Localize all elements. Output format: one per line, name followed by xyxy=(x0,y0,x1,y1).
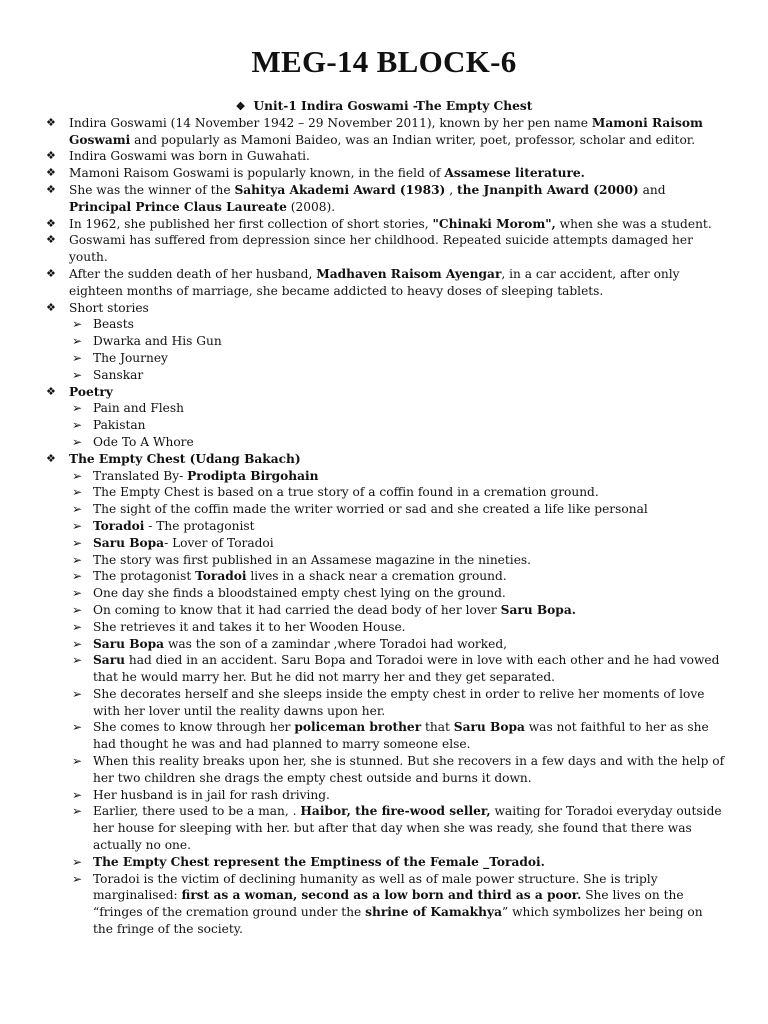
text-line xyxy=(0,216,768,233)
line-text xyxy=(69,283,603,300)
text-line xyxy=(0,669,768,686)
text-run: ” which symbolizes her being on xyxy=(501,905,703,920)
text-run: “fringes of the cremation ground under the xyxy=(93,905,366,920)
bold-text: Poetry xyxy=(69,384,113,399)
arrow-bullet-icon: ➢ xyxy=(72,334,83,349)
text-line xyxy=(0,568,768,585)
bold-text: Assamese literature. xyxy=(444,166,585,181)
text-run: On coming to know that it had carried the dead body of her lover xyxy=(93,602,501,617)
line-text xyxy=(93,770,532,787)
text-run: She was the winner of the xyxy=(69,182,235,197)
text-line xyxy=(0,652,768,669)
text-run: Indira Goswami (14 November 1942 – 29 November 2011), known by her pen name xyxy=(69,115,592,130)
text-run: Her husband is in jail for rash driving. xyxy=(93,787,330,802)
diamond-bullet-icon: ❖ xyxy=(46,451,56,465)
line-text xyxy=(69,451,301,468)
text-run: was not faithful to her as she xyxy=(524,720,709,735)
arrow-bullet-icon: ➢ xyxy=(72,552,83,567)
line-text xyxy=(93,871,658,888)
line-text xyxy=(93,803,722,820)
text-line xyxy=(0,854,768,871)
bold-text: first as a woman, second as a low born and third as a poor. xyxy=(181,888,582,903)
text-run: - Lover of Toradoi xyxy=(164,535,274,550)
text-line xyxy=(0,820,768,837)
arrow-bullet-icon: ➢ xyxy=(72,602,83,617)
text-line xyxy=(0,837,768,854)
text-run: the fringe of the society. xyxy=(93,922,243,937)
text-line xyxy=(0,887,768,904)
arrow-bullet-icon: ➢ xyxy=(72,720,83,735)
text-line xyxy=(0,417,768,434)
arrow-bullet-icon: ➢ xyxy=(72,686,83,701)
arrow-bullet-icon: ➢ xyxy=(72,871,83,886)
line-text xyxy=(93,686,704,703)
text-run: The Empty Chest is based on a true story of a coffin found in a cremation ground. xyxy=(93,485,599,500)
arrow-bullet-icon: ➢ xyxy=(72,535,83,550)
text-run: her house for sleeping with her. but after that day when she was ready, she found that there was xyxy=(93,821,692,836)
text-line xyxy=(0,148,768,165)
text-run: was the son of a zamindar ,where Toradoi had worked, xyxy=(164,636,508,651)
text-line xyxy=(0,316,768,333)
line-text xyxy=(69,384,113,401)
text-line xyxy=(0,753,768,770)
line-text xyxy=(69,266,680,283)
text-line xyxy=(0,400,768,417)
bold-text: Saru xyxy=(93,653,125,668)
text-line xyxy=(0,636,768,653)
bold-text: Haibor, the fire-wood seller, xyxy=(300,804,491,819)
arrow-bullet-icon: ➢ xyxy=(72,854,83,869)
diamond-bullet-icon: ❖ xyxy=(46,166,56,180)
arrow-bullet-icon: ➢ xyxy=(72,485,83,500)
text-line xyxy=(0,350,768,367)
line-text xyxy=(93,501,648,518)
text-run: Toradoi is the victim of declining humanity as well as of male power structure. She is triply xyxy=(93,871,658,886)
line-text xyxy=(93,417,145,434)
line-text xyxy=(69,300,149,317)
arrow-bullet-icon: ➢ xyxy=(72,569,83,584)
line-text xyxy=(69,148,310,165)
arrow-bullet-icon: ➢ xyxy=(72,518,83,533)
line-text xyxy=(69,249,108,266)
line-text xyxy=(93,350,168,367)
text-line xyxy=(0,115,768,132)
text-run: In 1962, she published her first collection of short stories, xyxy=(69,216,433,231)
text-run: her two children she drags the empty chest outside and burns it down. xyxy=(93,770,532,785)
text-line xyxy=(0,518,768,535)
diamond-bullet-icon: ❖ xyxy=(46,384,56,398)
text-line xyxy=(0,719,768,736)
arrow-bullet-icon: ➢ xyxy=(72,468,83,483)
arrow-bullet-icon: ➢ xyxy=(72,502,83,517)
text-line xyxy=(0,367,768,384)
line-text xyxy=(0,98,768,116)
text-run: youth. xyxy=(69,250,108,265)
bold-text: Prodipta Birgohain xyxy=(187,468,319,483)
text-line xyxy=(0,552,768,569)
text-line xyxy=(0,871,768,888)
line-text xyxy=(93,434,194,451)
text-line xyxy=(0,468,768,485)
text-run: The sight of the coffin made the writer worried or sad and she created a life like personal xyxy=(93,502,648,517)
text-line xyxy=(0,384,768,401)
text-run: She lives on the xyxy=(581,888,684,903)
line-text xyxy=(93,736,470,753)
text-line xyxy=(0,770,768,787)
diamond-bullet-icon: ❖ xyxy=(46,149,56,163)
diamond-bullet-icon: ❖ xyxy=(46,182,56,196)
diamond-bullet-icon: ❖ xyxy=(235,100,246,113)
diamond-bullet-icon: ❖ xyxy=(46,300,56,314)
line-text xyxy=(93,518,255,535)
line-text xyxy=(69,165,585,182)
text-run: Pain and Flesh xyxy=(93,401,185,416)
text-line xyxy=(0,451,768,468)
line-text xyxy=(93,333,222,350)
bold-text: Saru Bopa xyxy=(93,636,165,651)
line-text xyxy=(93,484,599,501)
bold-text: Sahitya Akademi Award (1983) xyxy=(234,182,446,197)
text-run: that xyxy=(421,720,454,735)
text-line xyxy=(0,182,768,199)
text-line xyxy=(0,434,768,451)
bold-text: Saru Bopa xyxy=(453,720,525,735)
text-run: The story was first published in an Assamese magazine in the nineties. xyxy=(93,552,532,567)
document-body xyxy=(0,98,768,938)
text-run: Short stories xyxy=(69,300,149,315)
text-run: (2008). xyxy=(286,199,336,214)
line-text xyxy=(93,837,191,854)
line-text xyxy=(93,636,507,653)
line-text xyxy=(93,820,692,837)
diamond-bullet-icon: ❖ xyxy=(46,115,56,129)
arrow-bullet-icon: ➢ xyxy=(72,434,83,449)
bold-text: "Chinaki Morom", xyxy=(432,216,556,231)
bold-text: The Empty Chest (Udang Bakach) xyxy=(69,451,301,466)
text-run: and xyxy=(638,182,666,197)
arrow-bullet-icon: ➢ xyxy=(72,804,83,819)
text-run: - The protagonist xyxy=(144,518,255,533)
line-text xyxy=(69,216,712,233)
arrow-bullet-icon: ➢ xyxy=(72,317,83,332)
text-run: actually no one. xyxy=(93,838,191,853)
line-text xyxy=(69,115,703,132)
line-text xyxy=(93,316,134,333)
text-run: Dwarka and His Gun xyxy=(93,334,222,349)
text-run: Indira Goswami was born in Guwahati. xyxy=(69,149,310,164)
text-run: with her lover until the reality dawns upon her. xyxy=(93,703,386,718)
line-text xyxy=(93,921,243,938)
arrow-bullet-icon: ➢ xyxy=(72,619,83,634)
text-run: had died in an accident. Saru Bopa and Toradoi were in love with each other and he had vowed xyxy=(124,653,720,668)
text-run: lives in a shack near a cremation ground. xyxy=(246,569,507,584)
line-text xyxy=(93,468,319,485)
text-run: Earlier, there used to be a man, . xyxy=(93,804,301,819)
arrow-bullet-icon: ➢ xyxy=(72,350,83,365)
text-line xyxy=(0,484,768,501)
arrow-bullet-icon: ➢ xyxy=(72,367,83,382)
text-line xyxy=(0,921,768,938)
text-line xyxy=(0,132,768,149)
text-run: She comes to know through her xyxy=(93,720,295,735)
arrow-bullet-icon: ➢ xyxy=(72,418,83,433)
line-text xyxy=(69,182,666,199)
text-run: Mamoni Raisom Goswami is popularly known, in the field of xyxy=(69,166,445,181)
text-line xyxy=(0,686,768,703)
text-run: She retrieves it and takes it to her Wooden House. xyxy=(93,619,406,634)
text-run: Pakistan xyxy=(93,418,146,433)
bold-text: Madhaven Raisom Ayengar xyxy=(316,266,502,281)
text-line xyxy=(0,333,768,350)
line-text xyxy=(69,232,693,249)
text-run: One day she finds a bloodstained empty chest lying on the ground. xyxy=(93,586,506,601)
line-text xyxy=(69,132,695,149)
text-run: marginalised: xyxy=(93,888,182,903)
text-run: that he would marry her. But he did not marry her and they get separated. xyxy=(93,670,555,685)
bold-text: Saru Bopa xyxy=(93,535,165,550)
arrow-bullet-icon: ➢ xyxy=(72,586,83,601)
line-text xyxy=(93,535,274,552)
text-line xyxy=(0,232,768,249)
line-text xyxy=(93,568,507,585)
text-run: waiting for Toradoi everyday outside xyxy=(490,804,722,819)
text-line xyxy=(0,619,768,636)
text-run: eighteen months of marriage, she became addicted to heavy doses of sleeping tablets. xyxy=(69,283,604,298)
text-run: When this reality breaks upon her, she is stunned. But she recovers in a few days and with the help of xyxy=(93,754,725,769)
text-run: Beasts xyxy=(93,317,134,332)
text-line xyxy=(0,300,768,317)
line-text xyxy=(93,552,531,569)
line-text xyxy=(93,703,385,720)
arrow-bullet-icon: ➢ xyxy=(72,401,83,416)
line-text xyxy=(93,367,143,384)
arrow-bullet-icon: ➢ xyxy=(72,754,83,769)
text-run: She decorates herself and she sleeps inside the empty chest in order to relive her moments of love xyxy=(93,686,705,701)
diamond-bullet-icon: ❖ xyxy=(46,233,56,247)
line-text xyxy=(93,887,684,904)
text-line xyxy=(0,98,768,115)
text-line xyxy=(0,585,768,602)
line-text xyxy=(93,669,555,686)
text-line xyxy=(0,904,768,921)
text-run: Translated By- xyxy=(93,468,188,483)
text-run: had thought he was and had planned to marry someone else. xyxy=(93,737,471,752)
text-run: , xyxy=(445,182,457,197)
bold-text: Principal Prince Claus Laureate xyxy=(69,199,287,214)
bold-text: Toradoi xyxy=(93,518,145,533)
text-line xyxy=(0,249,768,266)
line-text xyxy=(93,619,406,636)
line-text xyxy=(93,400,184,417)
text-line xyxy=(0,199,768,216)
line-text xyxy=(93,904,703,921)
text-run: and popularly as Mamoni Baideo, was an Indian writer, poet, professor, scholar and editor. xyxy=(130,132,696,147)
text-run: Ode To A Whore xyxy=(93,434,194,449)
arrow-bullet-icon: ➢ xyxy=(72,636,83,651)
line-text xyxy=(93,719,709,736)
bold-text: Mamoni Raisom xyxy=(591,115,703,130)
line-text xyxy=(93,585,506,602)
bold-text: Toradoi xyxy=(195,569,247,584)
text-line xyxy=(0,266,768,283)
text-line xyxy=(0,803,768,820)
text-run: , in a car accident, after only xyxy=(501,266,680,281)
bold-text: shrine of Kamakhya xyxy=(365,905,502,920)
arrow-bullet-icon: ➢ xyxy=(72,653,83,668)
line-text xyxy=(93,787,330,804)
line-text xyxy=(93,854,545,871)
text-line xyxy=(0,535,768,552)
text-run: when she was a student. xyxy=(555,216,712,231)
text-run: The protagonist xyxy=(93,569,196,584)
line-text xyxy=(93,652,719,669)
text-run: The Journey xyxy=(93,350,168,365)
line-text xyxy=(93,602,576,619)
bold-text: policeman brother xyxy=(294,720,422,735)
line-text xyxy=(69,199,335,216)
text-run: Goswami has suffered from depression since her childhood. Repeated suicide attempts damaged her xyxy=(69,233,693,248)
text-line xyxy=(0,602,768,619)
document-title: MEG-14 BLOCK-6 xyxy=(251,44,517,79)
bold-text: Unit-1 Indira Goswami -The Empty Chest xyxy=(253,99,533,113)
diamond-bullet-icon: ❖ xyxy=(46,266,56,280)
bold-text: The Empty Chest represent the Emptiness of the Female _Toradoi. xyxy=(93,854,545,869)
text-run: After the sudden death of her husband, xyxy=(69,266,317,281)
arrow-bullet-icon: ➢ xyxy=(72,787,83,802)
text-run: Sanskar xyxy=(93,367,144,382)
bold-text: Goswami xyxy=(69,132,131,147)
text-line xyxy=(0,703,768,720)
line-text xyxy=(93,753,724,770)
bold-text: the Jnanpith Award (2000) xyxy=(456,182,639,197)
text-line xyxy=(0,736,768,753)
text-line xyxy=(0,283,768,300)
text-line xyxy=(0,501,768,518)
text-line xyxy=(0,787,768,804)
diamond-bullet-icon: ❖ xyxy=(46,216,56,230)
text-line xyxy=(0,165,768,182)
bold-text: Saru Bopa. xyxy=(500,602,576,617)
